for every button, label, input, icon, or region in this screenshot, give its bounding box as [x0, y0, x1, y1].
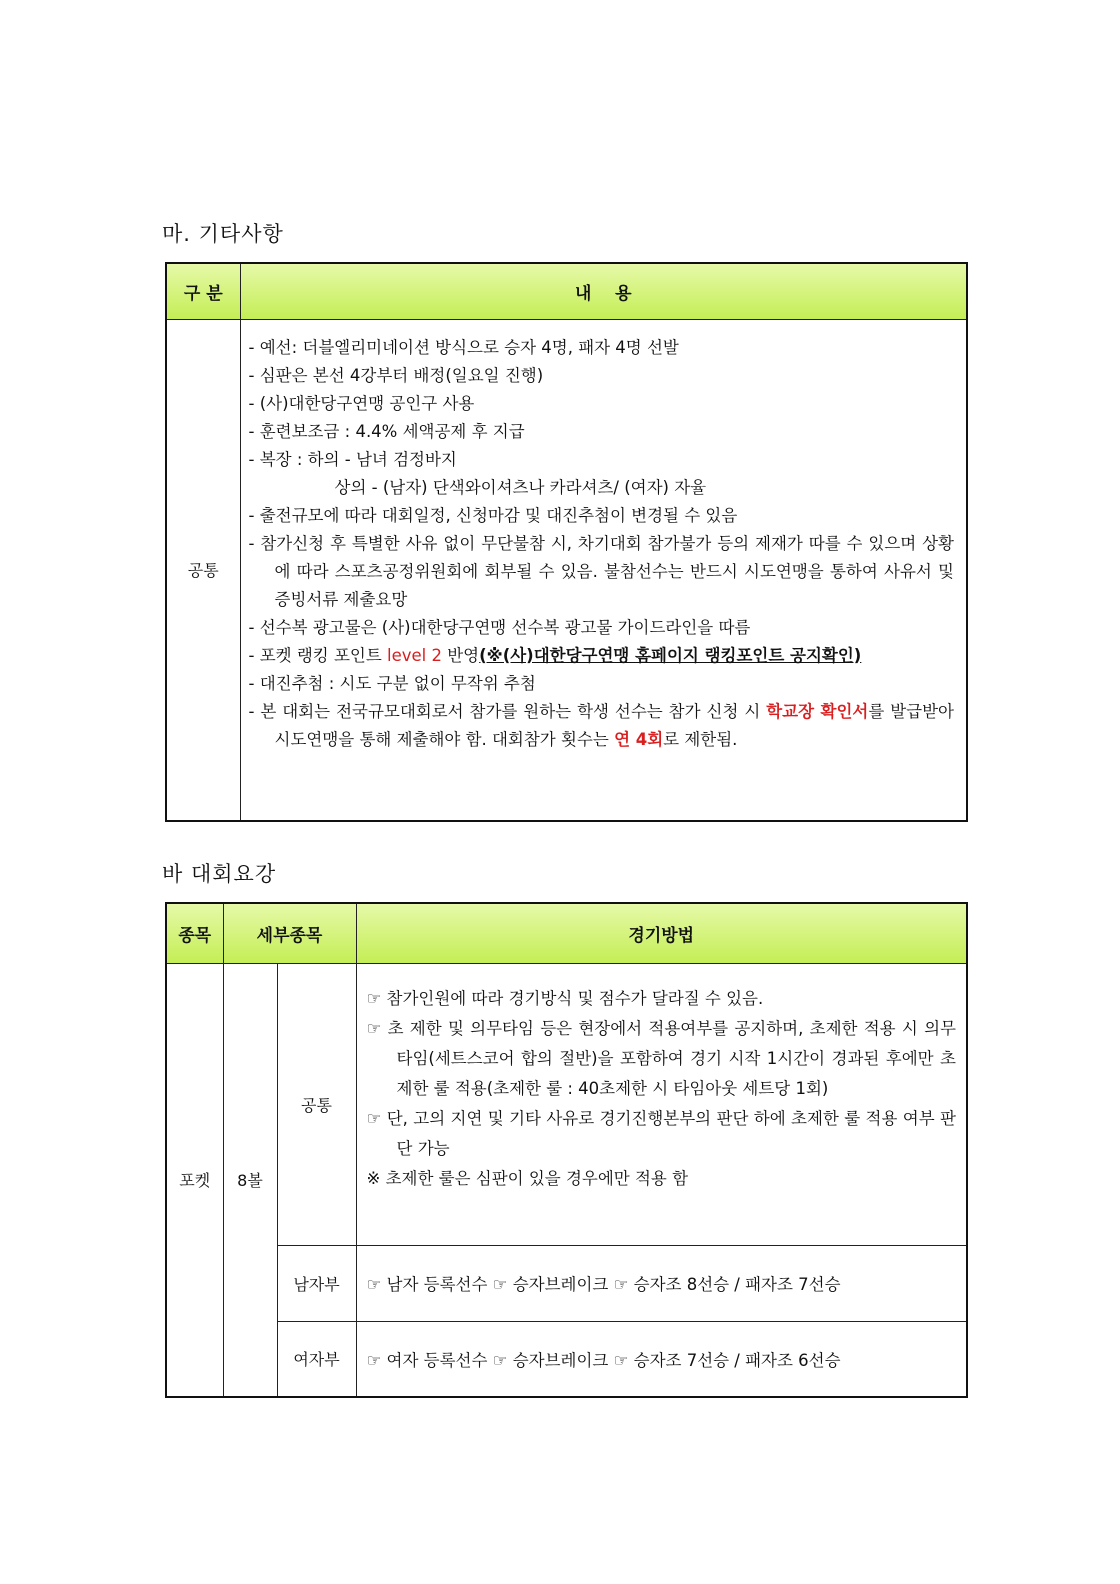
division-men: 남자부: [277, 1245, 356, 1321]
etc-line: - 참가신청 후 특별한 사유 없이 무단불참 시, 차기대회 참가불가 등의 제재가 따를 수 있으며 상황에 따라 스포츠공정위원회에 회부될 수 있음. 불참선수는 반드시 시도연맹을 통하여 사유서 및 증빙서류 제출요망: [248, 533, 954, 609]
student-text-3: 로 제한됨.: [663, 729, 738, 749]
etc-line: - (사)대한당구연맹 공인구 사용: [248, 393, 475, 413]
section-ba-title: 바 대회요강: [162, 862, 277, 886]
division-common: 공통: [277, 963, 356, 1245]
student-text: - 본 대회는 전국규모대회로서 참가를 원하는 학생 선수는 참가 신청 시: [248, 701, 767, 721]
etc-line-student: [249, 698, 955, 754]
ranking-level: level 2: [387, 645, 442, 665]
rule-line: ☞ 참가인원에 따라 경기방식 및 점수가 달라질 수 있음.: [366, 988, 764, 1008]
etc-line: 상의 - (남자) 단색와이셔츠나 카라셔츠/ (여자) 자율: [334, 477, 707, 497]
ranking-text: - 포켓 랭킹 포인트: [248, 645, 388, 665]
etc-line: - 훈련보조금 : 4.4% 세액공제 후 지급: [248, 421, 525, 441]
etc-line-ranking: [249, 642, 955, 670]
etc-table: [165, 262, 968, 822]
etc-line: - 심판은 본선 4강부터 배정(일요일 진행): [248, 365, 544, 385]
men-rule: ☞ 남자 등록선수 ☞ 승자브레이크 ☞ 승자조 8선승 / 패자조 7선승: [356, 1245, 967, 1321]
etc-line: - 출전규모에 따라 대회일정, 신청마감 및 대진추첨이 변경될 수 있음: [248, 505, 738, 525]
school-confirmation: 학교장 확인서: [766, 701, 869, 721]
header-sub-event: 세부종목: [223, 903, 356, 963]
rule-line: ☞ 단, 고의 지연 및 기타 사유로 경기진행본부의 판단 하에 초제한 룰 적용 여부 판단 가능: [366, 1108, 956, 1158]
etc-line: - 선수복 광고물은 (사)대한당구연맹 선수복 광고물 가이드라인을 따름: [248, 617, 751, 637]
etc-line: - 복장 : 하의 - 남녀 검정바지: [248, 449, 457, 469]
header-category: 구 분: [166, 263, 240, 319]
etc-content: [240, 319, 967, 821]
rules-table: [165, 902, 968, 1398]
rule-line: ※ 초제한 룰은 심판이 있을 경우에만 적용 함: [366, 1168, 689, 1188]
header-event: 종목: [166, 903, 223, 963]
etc-line: - 대진추첨 : 시도 구분 없이 무작위 추첨: [248, 673, 536, 693]
header-method: 경기방법: [356, 903, 967, 963]
ranking-apply: 반영: [442, 645, 480, 665]
participation-limit: 연 4회: [614, 729, 664, 749]
header-content: 내 용: [240, 263, 967, 319]
women-rule: ☞ 여자 등록선수 ☞ 승자브레이크 ☞ 승자조 7선승 / 패자조 6선승: [356, 1321, 967, 1397]
sub-event-8ball: 8볼: [223, 963, 277, 1397]
ranking-notice: (※(사)대한당구연맹 홈페이지 랭킹포인트 공지확인): [479, 645, 862, 665]
event-pocket: 포켓: [166, 963, 223, 1397]
section-ma-title: 마. 기타사항: [162, 222, 284, 246]
student-text-2: 를 발급받아 시도연맹을 통해 제출해야 함. 대회참가 횟수는: [274, 701, 954, 749]
division-women: 여자부: [277, 1321, 356, 1397]
category-common: 공통: [166, 319, 240, 821]
common-rules: [356, 963, 967, 1245]
rule-line: ☞ 초 제한 및 의무타임 등은 현장에서 적용여부를 공지하며, 초제한 적용 시 의무타임(세트스코어 합의 절반)을 포함하여 경기 시작 1시간이 경과된 후에만 초제한 룰 적용(초제한 룰 : 40초제한 시 타임아웃 세트당 1회): [366, 1018, 956, 1098]
etc-line: - 예선: 더블엘리미네이션 방식으로 승자 4명, 패자 4명 선발: [248, 337, 679, 357]
